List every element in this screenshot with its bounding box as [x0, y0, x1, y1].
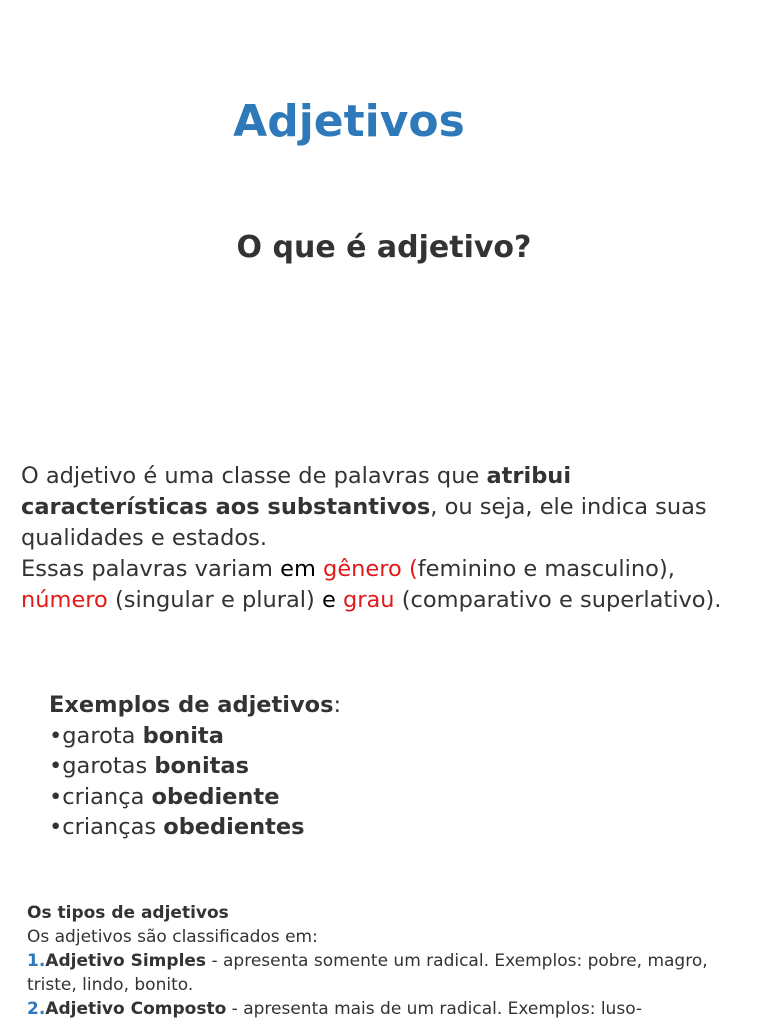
- keyword-genero: gênero (: [323, 556, 418, 582]
- intro-space: [316, 556, 323, 582]
- intro-em-word: em: [280, 556, 316, 582]
- example-noun: •crianças: [49, 814, 164, 840]
- example-item: [49, 751, 729, 782]
- example-item: [49, 782, 729, 813]
- types-section: [27, 901, 742, 1021]
- type-name: Adjetivo Composto: [45, 999, 227, 1019]
- intro-e-word: e: [321, 587, 336, 613]
- examples-heading-colon: :: [333, 692, 342, 718]
- example-adjective: bonita: [142, 722, 224, 749]
- type-item: [27, 997, 742, 1021]
- intro-text-5: (singular e plural): [107, 587, 322, 613]
- example-item: [49, 812, 729, 843]
- page-title: Adjetivos: [233, 96, 465, 147]
- intro-text-4: feminino e masculino),: [417, 556, 675, 582]
- example-adjective: obedientes: [163, 814, 305, 840]
- type-name: Adjetivo Simples: [45, 951, 207, 971]
- intro-text-3: Essas palavras variam: [21, 556, 281, 582]
- example-noun: •garotas: [49, 753, 155, 779]
- example-item: [49, 721, 729, 752]
- examples-heading-line: [49, 690, 729, 721]
- example-adjective: bonitas: [154, 753, 249, 779]
- keyword-numero: número: [21, 587, 108, 613]
- type-item: [27, 949, 742, 997]
- type-description: - apresenta somente um radical. Exemplos: pobre, magro, triste, lindo, bonito.: [27, 951, 708, 995]
- intro-paragraph: [21, 461, 751, 616]
- examples-section: [49, 690, 729, 843]
- example-adjective: obediente: [151, 783, 280, 810]
- types-intro: Os adjetivos são classificados em:: [27, 927, 318, 947]
- intro-text-1: O adjetivo é uma classe de palavras que: [21, 463, 487, 489]
- type-description: - apresenta mais de um radical. Exemplos: luso-: [226, 999, 643, 1019]
- example-noun: •criança: [49, 783, 152, 810]
- type-number: 1.: [27, 951, 46, 971]
- examples-heading: Exemplos de adjetivos: [49, 692, 334, 718]
- intro-text-2: , ou seja, ele indica suas qualidades e estados.: [21, 494, 707, 551]
- example-noun: •garota: [49, 722, 143, 749]
- intro-space: [336, 587, 343, 613]
- type-number: 2.: [27, 999, 46, 1019]
- intro-bold-phrase: atribui características aos substantivos: [21, 463, 572, 520]
- keyword-grau: grau: [342, 587, 395, 613]
- intro-text-6: (comparativo e superlativo).: [394, 587, 722, 613]
- section-question-heading: O que é adjetivo?: [236, 230, 532, 265]
- types-heading: Os tipos de adjetivos: [27, 903, 229, 923]
